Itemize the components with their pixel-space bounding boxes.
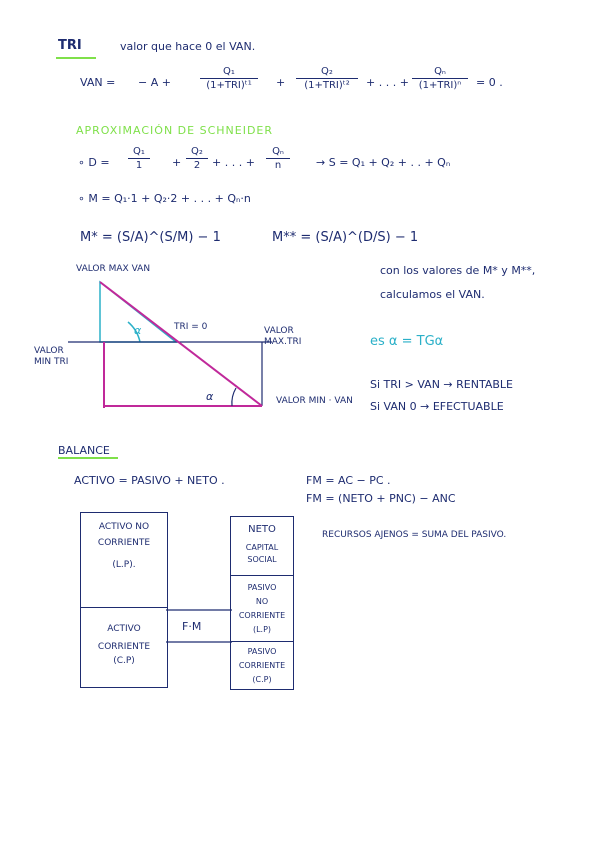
van-fraction-2-den: (1+TRI)ᵗ² <box>304 80 350 91</box>
d-lhs: ∘ D = <box>78 156 110 169</box>
neto-line2: CAPITAL <box>245 543 279 552</box>
fm-label: F·M <box>182 620 202 633</box>
label-valor-max-tri: VALOR MAX.TRI <box>264 326 302 347</box>
m-star-star-formula: M** = (S/A)^(D/S) − 1 <box>272 230 419 245</box>
d-fraction-2-den: 2 <box>193 160 201 171</box>
label-valor-min-tri: VALOR MIN TRI <box>34 346 69 367</box>
m-definition: ∘ M = Q₁·1 + Q₂·2 + . . . + Qₙ·n <box>78 192 251 205</box>
d-fraction-2-num: Q₂ <box>191 146 203 157</box>
fm-formula-2: FM = (NETO + PNC) − ANC <box>306 492 456 505</box>
m-star-formula: M* = (S/A)^(S/M) − 1 <box>80 230 221 245</box>
neto-divider <box>231 575 293 576</box>
activo-corriente-line1: ACTIVO <box>107 624 141 634</box>
activo-corriente-line3: (C.P) <box>113 656 135 666</box>
pc-line2: CORRIENTE <box>238 661 286 670</box>
d-fraction-n-den: n <box>274 160 282 171</box>
balance-heading: BALANCE <box>58 444 110 457</box>
pnc-line4: (L.P) <box>252 625 272 634</box>
neto-line1: NETO <box>248 524 276 535</box>
van-fraction-1-den: (1+TRI)ᵗ¹ <box>206 80 252 91</box>
van-lhs: VAN = <box>80 76 116 89</box>
balance-equation: ACTIVO = PASIVO + NETO . <box>74 474 225 487</box>
fm-formula-1: FM = AC − PC . <box>306 474 391 487</box>
van-rhs: = 0 . <box>476 76 503 89</box>
van-term0: − A + <box>138 76 171 89</box>
van-fraction-2 <box>296 66 358 91</box>
label-alpha-bottom: α <box>206 390 214 403</box>
d-fraction-n <box>266 146 290 171</box>
pnc-line1: PASIVO <box>247 583 277 592</box>
pasivo-neto-box <box>230 516 294 690</box>
d-fraction-n-num: Qₙ <box>272 146 284 157</box>
van-plus-1: + <box>276 76 286 89</box>
van-fraction-1 <box>200 66 258 91</box>
d-fraction-1-den: 1 <box>135 160 143 171</box>
activo-corriente-line2: CORRIENTE <box>97 642 151 652</box>
activo-no-corriente-line1: ACTIVO NO <box>98 522 150 532</box>
pnc-divider <box>231 641 293 642</box>
pnc-line2: NO <box>255 597 269 606</box>
van-fraction-2-num: Q₂ <box>321 66 333 77</box>
van-fraction-n-den: (1+TRI)ⁿ <box>418 80 462 91</box>
neto-line3: SOCIAL <box>247 555 277 564</box>
note-calc-line1: con los valores de M* y M**, <box>380 264 536 277</box>
van-fraction-n <box>412 66 468 91</box>
d-fraction-1-num: Q₁ <box>133 146 145 157</box>
d-dots: + . . . + <box>212 156 255 169</box>
note-aprox-eq: es α = TGα <box>370 334 444 349</box>
pc-line1: PASIVO <box>247 647 277 656</box>
label-valor-max-van: VALOR MAX VAN <box>76 264 151 274</box>
activo-box <box>80 512 168 688</box>
tir-label: TRI <box>58 38 82 53</box>
note-rule2: Si VAN 0 → EFECTUABLE <box>370 400 504 413</box>
note-calc-line2: calculamos el VAN. <box>380 288 485 301</box>
recursos-ajenos-note: RECURSOS AJENOS = SUMA DEL PASIVO. <box>322 530 507 540</box>
tir-definition: valor que hace 0 el VAN. <box>120 40 256 53</box>
label-alpha-top: α <box>134 324 142 337</box>
activo-no-corriente-line2: CORRIENTE <box>97 538 151 548</box>
d-fraction-1 <box>128 146 150 171</box>
van-fraction-n-num: Qₙ <box>434 66 446 77</box>
van-fraction-1-num: Q₁ <box>223 66 235 77</box>
pc-line3: (C.P) <box>252 675 272 684</box>
activo-no-corriente-line3: (L.P). <box>112 560 136 570</box>
van-dots: + . . . + <box>366 76 409 89</box>
pnc-line3: CORRIENTE <box>238 611 286 620</box>
activo-divider <box>81 607 167 608</box>
approx-heading: APROXIMACIÓN DE SCHNEIDER <box>76 124 274 137</box>
d-plus: + <box>172 156 182 169</box>
label-valor-min-van: VALOR MIN · VAN <box>276 396 353 406</box>
note-rule1: Si TRI > VAN → RENTABLE <box>370 378 513 391</box>
label-tri-zero: TRI = 0 <box>174 322 208 332</box>
d-fraction-2 <box>186 146 208 171</box>
s-definition: → S = Q₁ + Q₂ + . . + Qₙ <box>316 156 451 169</box>
